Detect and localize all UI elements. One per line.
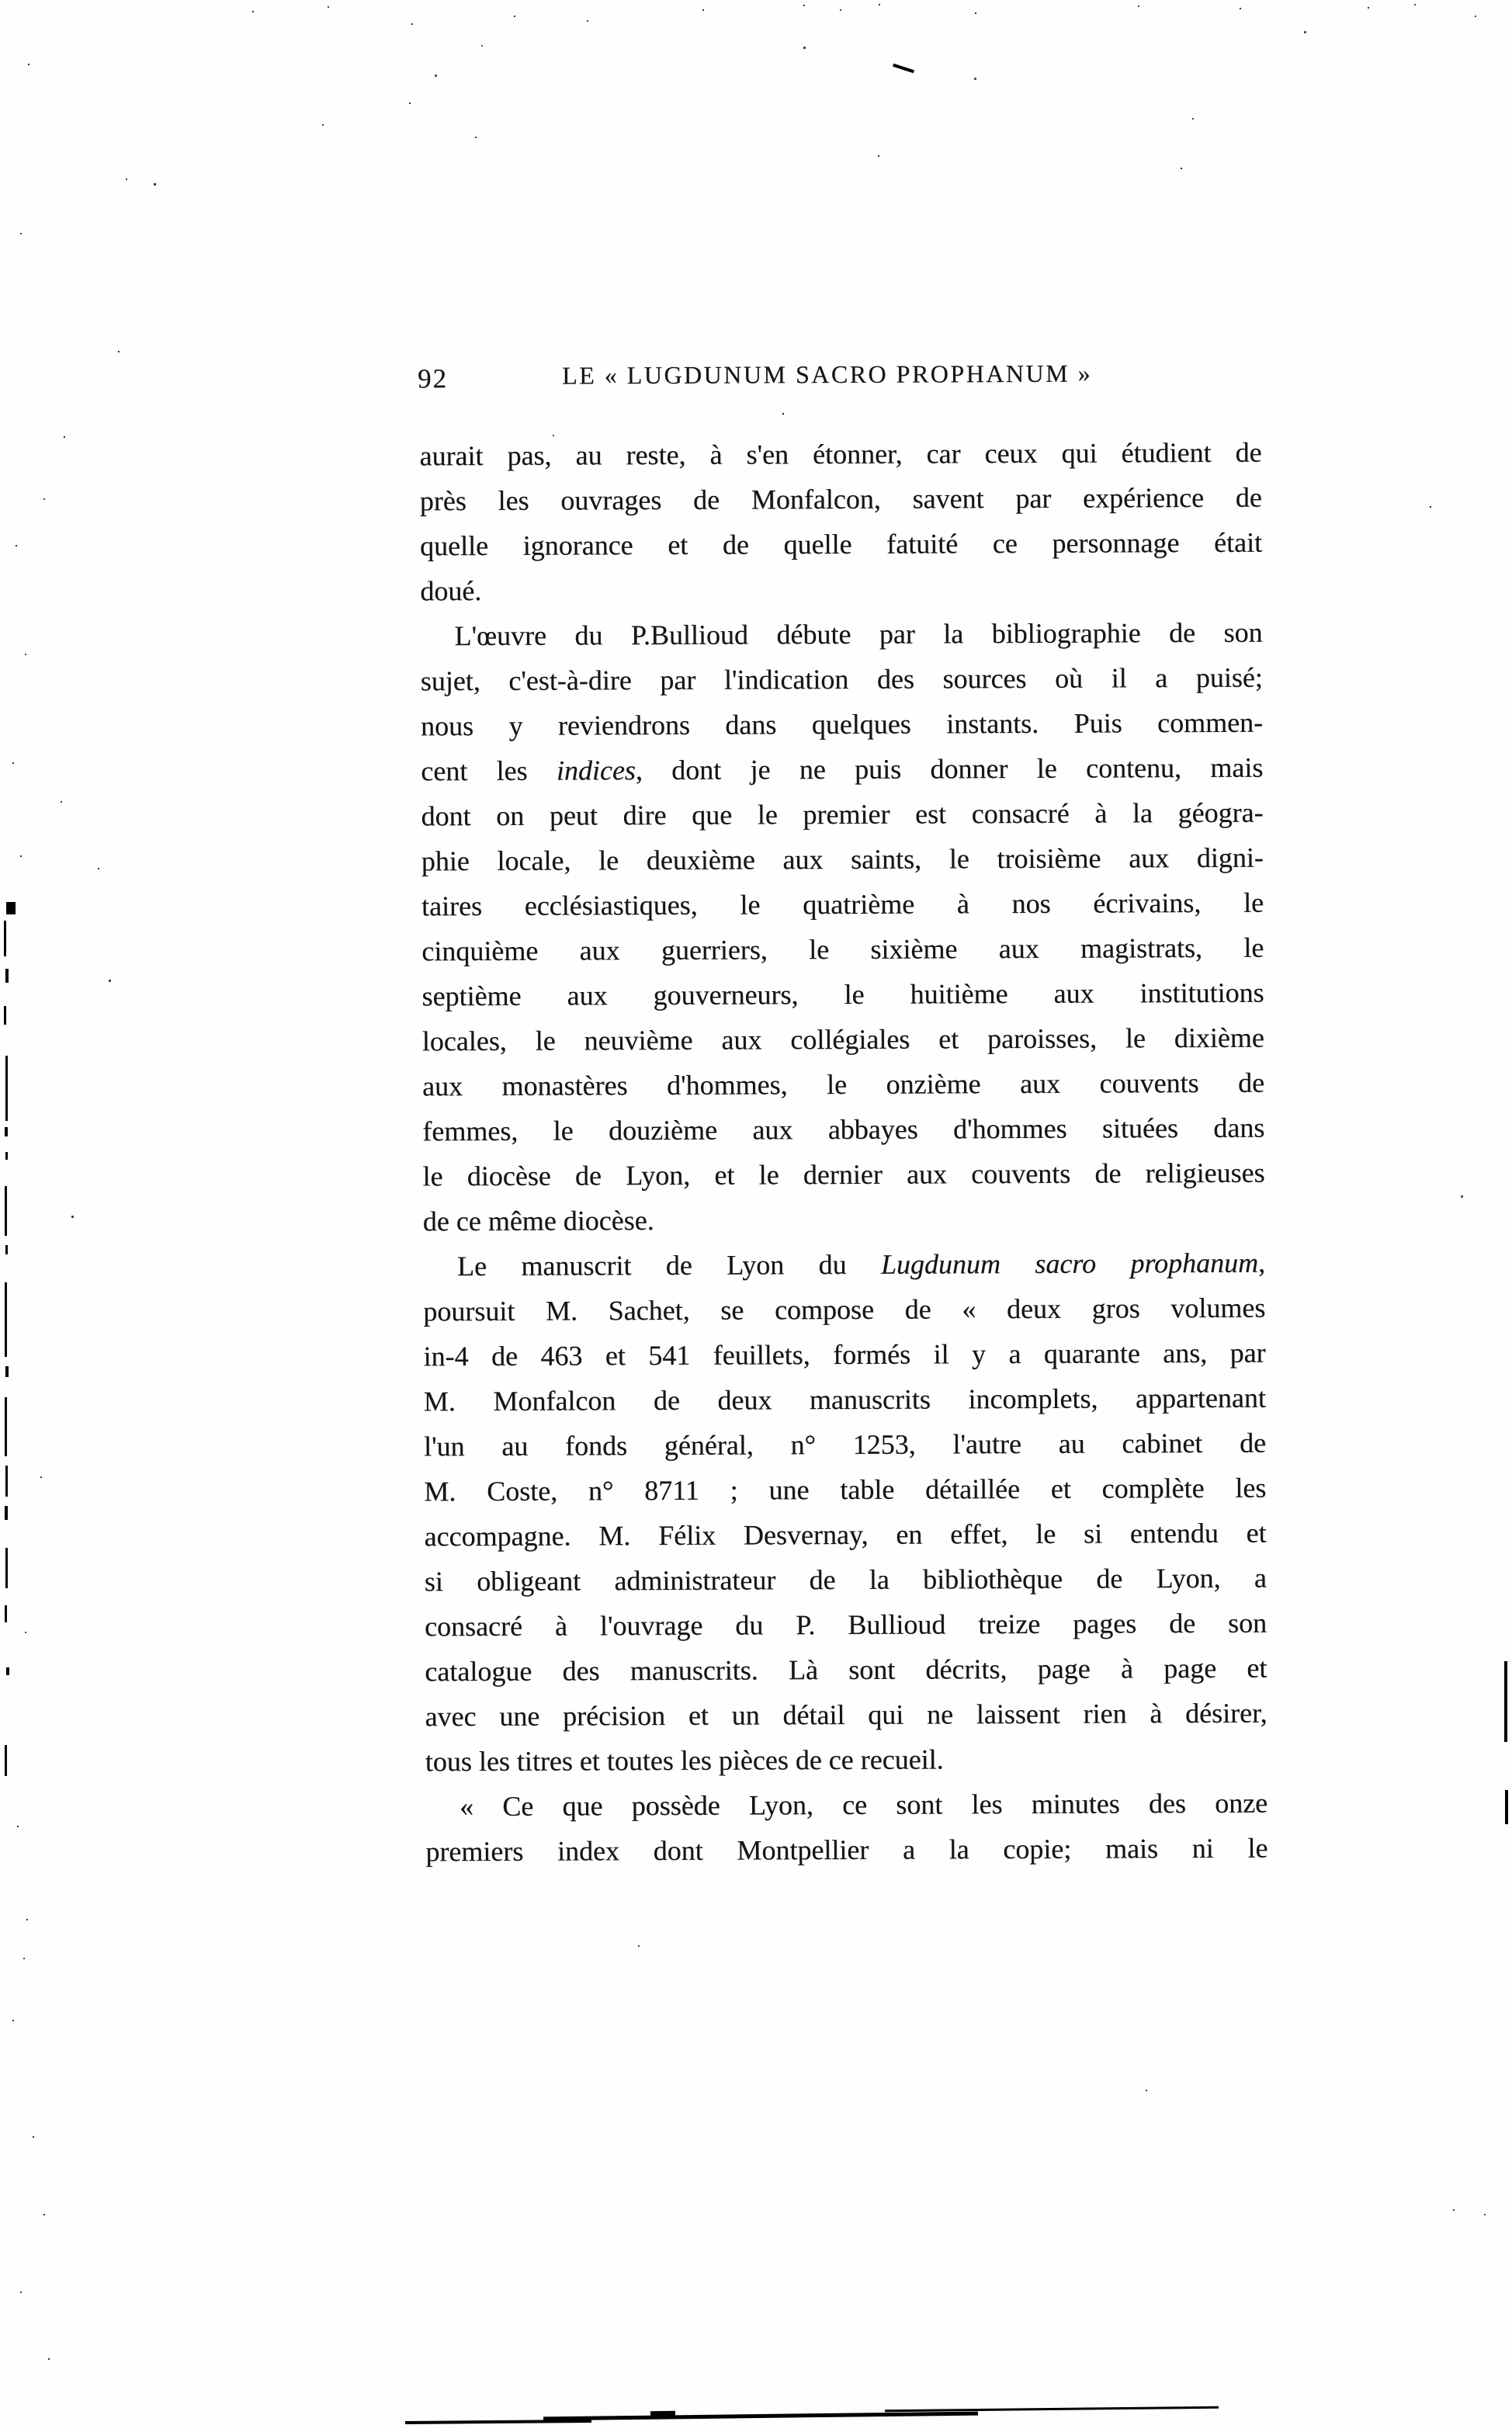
scan-artifact	[5, 1282, 7, 1357]
text-line-paragraph-start: L'œuvre du P.Bullioud débute par la bibliographie de son	[454, 616, 1263, 652]
text-line: si obligeant administrateur de la bibliothèque de Lyon, a	[424, 1562, 1267, 1598]
text-line: avec une précision et un détail qui ne laissent rien à désirer,	[425, 1697, 1268, 1733]
text-line: le diocèse de Lyon, et le dernier aux couvents de religieuses	[422, 1157, 1265, 1192]
scan-artifact	[4, 921, 6, 956]
scan-noise-dots-large	[0, 0, 2, 2]
text-line: sujet, c'est-à-dire par l'indication des sources où il a puisé;	[420, 661, 1263, 697]
text-line: quelle ignorance et de quelle fatuité ce personnage était	[419, 526, 1263, 562]
scan-artifact	[4, 1006, 6, 1025]
text-line: accompagne. M. Félix Desvernay, en effet, le si entendu et	[424, 1517, 1267, 1553]
text-line: phie locale, le deuxième aux saints, le troisième aux digni-	[421, 841, 1264, 877]
scan-artifact	[5, 1245, 8, 1254]
scan-artifact	[5, 969, 9, 983]
text-line-paragraph-end: doué.	[420, 575, 482, 607]
italic-title: Lugdunum sacro prophanum	[880, 1247, 1259, 1280]
text-line: taires ecclésiastiques, le quatrième à nos écrivains, le	[421, 886, 1264, 922]
scan-artifact	[5, 1466, 8, 1497]
scan-artifact	[1504, 1661, 1507, 1742]
text-line: catalogue des manuscrits. Là sont décrits, page à page et	[425, 1652, 1268, 1688]
text-segment: , dont je ne puis donner le contenu, mais	[635, 751, 1264, 786]
print-area	[419, 357, 1268, 1875]
body-text	[419, 430, 1268, 1875]
text-line: M. Monfalcon de deux manuscrits incomplets, appartenant	[423, 1382, 1266, 1417]
scan-artifact	[5, 1056, 8, 1121]
text-line: aux monastères d'hommes, le onzième aux couvents de	[421, 1067, 1265, 1102]
text-line: M. Coste, n° 8711 ; une table détaillée et complète les	[424, 1472, 1267, 1507]
scan-artifact	[5, 1127, 8, 1136]
text-line: cinquième aux guerriers, le sixième aux magistrats, le	[421, 932, 1264, 967]
text-line: septième aux gouverneurs, le huitième aux institutions	[421, 977, 1264, 1012]
scan-artifact	[5, 1366, 9, 1377]
scan-artifact	[6, 1667, 9, 1675]
page-number: 92	[418, 363, 449, 394]
text-segment: ,	[1257, 1247, 1266, 1278]
scan-artifact	[5, 1397, 7, 1456]
scan-artifact	[5, 1152, 8, 1160]
text-line: consacré à l'ouvrage du P. Bullioud treize pages de son	[425, 1607, 1268, 1643]
text-segment: cent les	[421, 755, 557, 787]
text-line: aurait pas, au reste, à s'en étonner, car ceux qui étudient de	[419, 436, 1262, 472]
scan-artifact	[5, 1186, 7, 1236]
text-line-paragraph-start: « Ce que possède Lyon, ce sont les minutes des onze	[459, 1787, 1268, 1823]
scan-artifact	[6, 902, 16, 914]
running-title: LE « LUGDUNUM SACRO PROPHANUM »	[562, 359, 1093, 390]
scan-artifact	[5, 1605, 7, 1622]
text-line-paragraph-end: de ce même diocèse.	[422, 1205, 654, 1237]
scan-artifact	[1505, 1790, 1508, 1824]
text-line: locales, le neuvième aux collégiales et paroisses, le dixième	[421, 1022, 1264, 1057]
scan-artifact	[5, 1506, 8, 1520]
text-line-paragraph-end: tous les titres et toutes les pièces de ce recueil.	[425, 1743, 944, 1778]
scan-artifact	[893, 64, 914, 73]
text-line: l'un au fonds général, n° 1253, l'autre au cabinet de	[424, 1427, 1267, 1462]
scan-line-artifact	[650, 2411, 675, 2416]
page-header	[419, 357, 1261, 434]
text-line: dont on peut dire que le premier est consacré à la géogra-	[421, 796, 1264, 832]
scan-line-artifact	[885, 2406, 1219, 2413]
text-line: in-4 de 463 et 541 feuillets, formés il y a quarante ans, par	[423, 1337, 1266, 1372]
italic-word: indices	[556, 755, 636, 786]
text-line: premiers index dont Montpellier a la copie; mais ni le	[425, 1832, 1268, 1868]
scan-line-artifact	[543, 2412, 978, 2421]
text-line-with-italic-paragraph-start	[423, 1240, 1265, 1289]
text-line: poursuit M. Sachet, se compose de « deux gros volumes	[423, 1292, 1266, 1327]
text-line: femmes, le douzième aux abbayes d'hommes situées dans	[422, 1112, 1265, 1147]
text-line: nous y reviendrons dans quelques instants. Puis commen-	[420, 706, 1264, 742]
text-line-with-italic	[421, 745, 1263, 794]
text-segment: Le manuscrit de Lyon du	[457, 1248, 882, 1282]
text-line: près les ouvrages de Monfalcon, savent par expérience de	[419, 481, 1262, 517]
scan-artifact	[5, 1548, 8, 1588]
scan-artifact	[5, 1745, 7, 1776]
